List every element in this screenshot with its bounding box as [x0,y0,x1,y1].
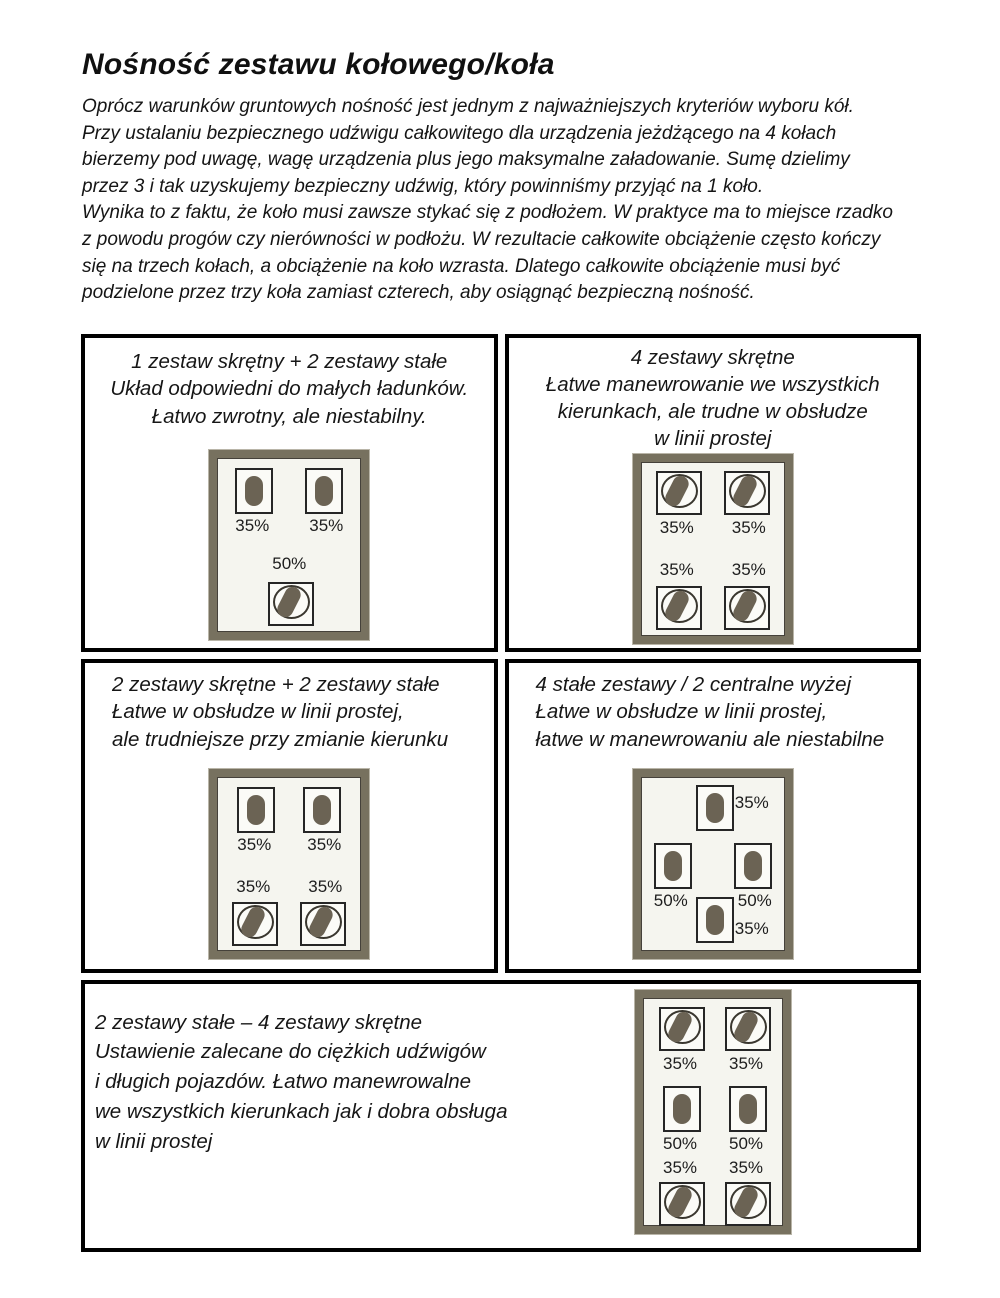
wheel-pill [744,851,762,881]
swivel-caster-icon [656,471,702,515]
load-label: 35% [731,559,766,579]
wheel-pill [673,1094,691,1124]
caption-line: w linii prostej [95,1129,213,1153]
fixed-wheel-icon [729,1086,767,1132]
swivel-caster-icon [724,471,770,515]
load-label: 50% [728,1133,764,1153]
load-label: 35% [236,877,271,897]
fixed-wheel-icon [654,843,692,889]
cell-caption [509,663,918,753]
cell-caption [85,338,494,430]
wheel-pill [739,1094,757,1124]
caption-line: 4 stałe zestawy / 2 centralne wyżej [535,672,852,696]
cell-caption [85,663,494,753]
intro-line: z powodu progów czy nierówności w podłożu. W rezultacie całkowite obciążenie często kończy [82,228,881,250]
fixed-wheel-icon [663,1086,701,1132]
caption-line: Łatwe manewrowanie we wszystkich [545,372,880,396]
load-label: 50% [653,891,688,911]
intro-line: przez 3 i tak uzyskujemy bezpieczny udźwig, który powinniśmy przyjąć na 1 koło. [82,175,764,197]
table-cell-4-swivel [505,334,922,652]
intro-line: się na trzech kołach, a obciążenie na koło wzrasta. Dlatego całkowite obciążenie musi być [82,255,841,277]
load-label: 35% [731,517,766,537]
wheel-pill [706,905,724,935]
wheel-pill [313,795,331,825]
load-label: 35% [307,835,342,855]
caption-line: 2 zestawy skrętne + 2 zestawy stałe [112,672,440,696]
wheel-pill [706,793,724,823]
load-label: 35% [662,1157,698,1177]
swivel-caster-icon [268,582,314,626]
load-label: 35% [662,1053,698,1073]
fixed-wheel-icon [237,787,275,833]
swivel-caster-icon [725,1007,771,1051]
table-cell-2-swivel-2-fixed [81,659,498,973]
load-label: 50% [662,1133,698,1153]
load-label: 50% [737,891,772,911]
fixed-wheel-icon [305,468,343,514]
intro-line: podzielone przez trzy koła zamiast czterech, aby osiągnąć bezpieczną nośność. [82,282,755,304]
load-label: 35% [309,516,344,536]
fixed-wheel-icon [696,897,734,943]
config-table [81,334,921,1252]
load-label: 35% [728,1157,764,1177]
load-label: 35% [734,793,769,813]
caption-line: w linii prostej [654,426,772,450]
swivel-caster-icon [232,902,278,946]
caption-line: i długich pojazdów. Łatwo manewrowalne [95,1070,472,1094]
load-label: 35% [237,835,272,855]
cell-caption [85,984,635,1248]
swivel-caster-icon [659,1182,705,1226]
caption-line: łatwe w manewrowaniu ale niestabilne [535,727,885,751]
intro-line: Wynika to z faktu, że koło musi zawsze stykać się z podłożem. W praktyce ma to miejsce rzadko [82,202,893,224]
swivel-caster-icon [656,586,702,630]
load-diagram-2-fixed-4-swivel [635,990,791,1234]
swivel-caster-icon [659,1007,705,1051]
caption-line: 4 zestawy skrętne [630,345,795,369]
load-label: 50% [272,554,307,574]
load-label: 35% [659,559,694,579]
fixed-wheel-icon [734,843,772,889]
wheel-pill [664,851,682,881]
intro-line: bierzemy pod uwagę, wagę urządzenia plus jego maksymalne załadowanie. Sumę dzielimy [82,149,850,171]
swivel-caster-icon [724,586,770,630]
swivel-caster-icon [300,902,346,946]
caption-line: Układ odpowiedni do małych ładunków. [110,377,469,401]
caption-line: 1 zestaw skrętny + 2 zestawy stałe [131,349,448,373]
load-label: 35% [659,517,694,537]
caption-line: Ustawienie zalecane do ciężkich udźwigów [95,1040,486,1064]
table-cell-2-fixed-4-swivel [81,980,921,1252]
fixed-wheel-icon [696,785,734,831]
load-diagram-1-swivel-2-fixed [209,450,369,640]
wheel-pill [315,476,333,506]
cell-caption [509,338,918,452]
wheel-pill [247,795,265,825]
table-cell-4-fixed-2-central [505,659,922,973]
load-label: 35% [728,1053,764,1073]
intro-line: Przy ustalaniu bezpiecznego udźwigu całkowitego dla urządzenia jeżdżącego na 4 kołach [82,122,837,144]
caption-line: kierunkach, ale trudne w obsłudze [557,399,868,423]
load-diagram-2-swivel-2-fixed [209,769,369,959]
page-title: Nośność zestawu kołowego/koła [82,48,555,81]
swivel-caster-icon [725,1182,771,1226]
fixed-wheel-icon [303,787,341,833]
caption-line: Łatwo zwrotny, ale niestabilny. [151,404,427,428]
intro-line: Oprócz warunków gruntowych nośność jest jednym z najważniejszych kryteriów wyboru kół. [82,96,854,117]
intro-paragraph [82,94,960,307]
caption-line: Łatwe w obsłudze w linii prostej, [535,700,828,724]
table-cell-1-swivel-2-fixed [81,334,498,652]
caption-line: we wszystkich kierunkach jak i dobra obsługa [95,1099,508,1123]
load-diagram-4-fixed-diamond [633,769,793,959]
caption-line: 2 zestawy stałe – 4 zestawy skrętne [95,1010,423,1034]
wheel-pill [245,476,263,506]
load-diagram-4-swivel [633,454,793,644]
load-label: 35% [235,516,270,536]
caption-line: Łatwe w obsłudze w linii prostej, [112,700,404,724]
fixed-wheel-icon [235,468,273,514]
load-label: 35% [308,877,343,897]
load-label: 35% [734,919,769,939]
caption-line: ale trudniejsze przy zmianie kierunku [112,727,449,751]
